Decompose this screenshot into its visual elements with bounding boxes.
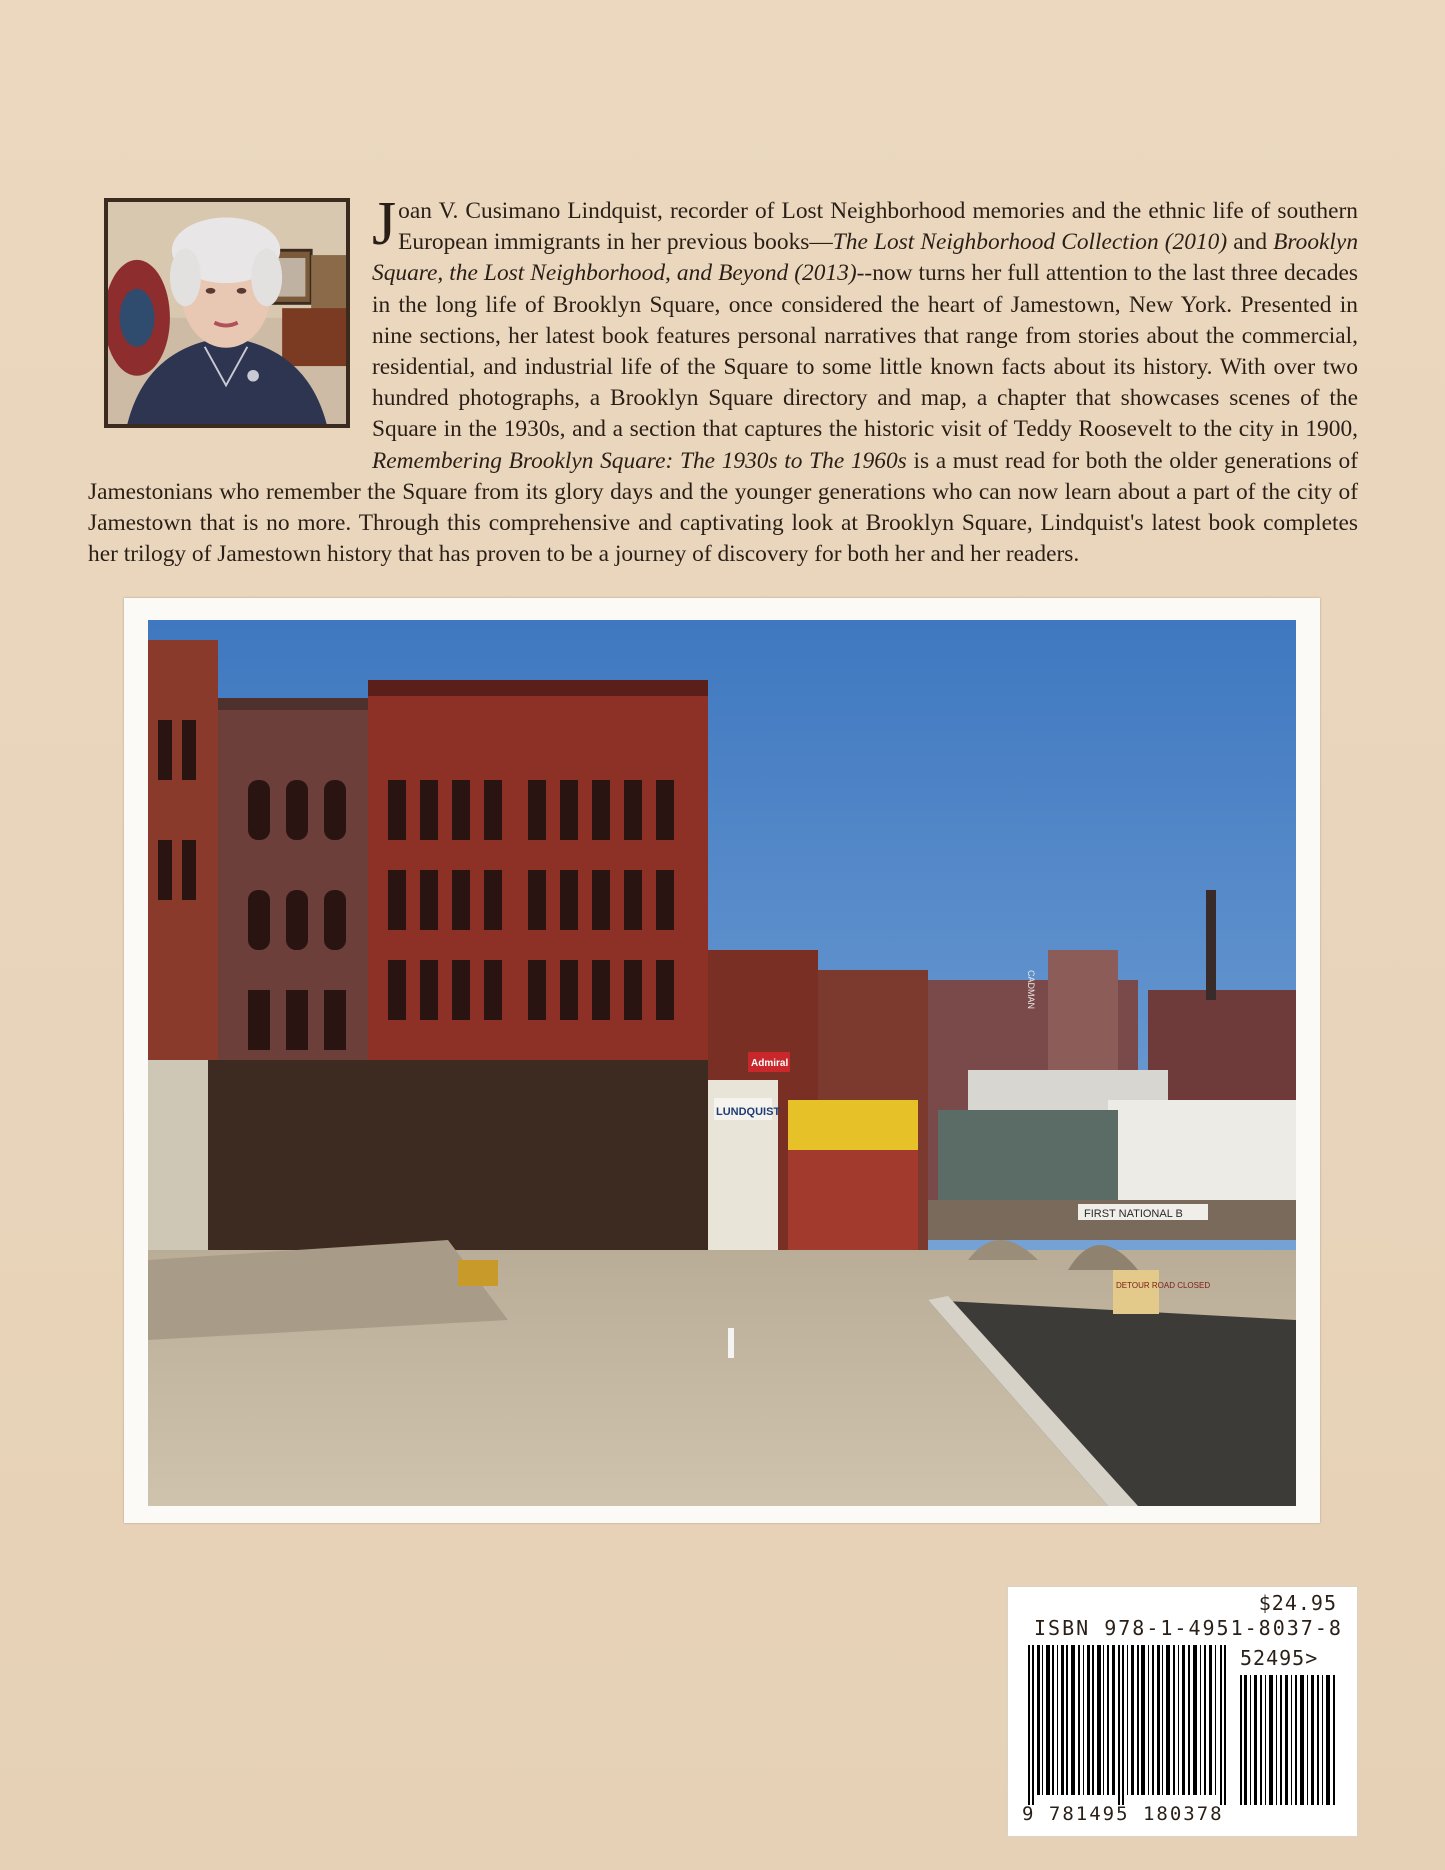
- description-part-2: --now turns her full attention to the last three decades in the long life of Brooklyn Square, once considered the heart of Jamestown, New York. Presented in nine sections, her latest book features personal narratives that range from stories about the commercial, residential, and industrial life of the Square to some little known facts about its history. With over two hundred photographs, a Brooklyn Square directory and map, a chapter that showcases scenes of the Square in the 1930s, and a section that captures the historic visit of Teddy Roosevelt to the city in 1900,: [372, 260, 1358, 443]
- photo-frame: [124, 598, 1320, 1523]
- cadman-sign: CADMAN: [1026, 970, 1036, 1010]
- price-addon-code: 52495>: [1240, 1646, 1319, 1670]
- isbn-number: ISBN 978-1-4951-8037-8: [1034, 1616, 1343, 1640]
- lundquist-sign: LUNDQUIST: [716, 1106, 781, 1118]
- book-title-1: The Lost Neighborhood Collection (2010): [832, 229, 1228, 256]
- description-and: and: [1227, 229, 1274, 256]
- description-part-3: is a must read for both the older generations of Jamestonians who remember the Square from its glory days and the younger generations who can now learn about a part of the city of Jamestown that is no more. Through this comprehensive and captivating look at Brooklyn Square, Lindquist's latest book completes her trilogy of Jamestown history that has proven to be a journey of discovery for both her and her readers.: [88, 447, 1359, 568]
- detour-sign: DETOUR ROAD CLOSED: [1116, 1281, 1211, 1290]
- brooklyn-square-photo: [148, 620, 1296, 1506]
- book-title-2: Brooklyn Square, the Lost Neighborhood, and Beyond (2013): [372, 229, 1359, 287]
- addon-bars: [1240, 1675, 1340, 1805]
- isbn-barcode: [1007, 1586, 1358, 1837]
- drop-cap: J: [372, 190, 397, 258]
- price: $24.95: [1258, 1591, 1337, 1615]
- photo-spacer: [88, 196, 372, 446]
- description-part-1: oan V. Cusimano Lindquist, recorder of Lost Neighborhood memories and the ethnic life of southern European immigrants in her previous books—: [398, 198, 1358, 256]
- admiral-sign: Admiral: [751, 1058, 789, 1069]
- book-title-3: Remembering Brooklyn Square: The 1930s to The 1960s: [372, 447, 907, 474]
- ean13-bars: [1028, 1645, 1228, 1805]
- first-national-sign: FIRST NATIONAL B: [1084, 1208, 1183, 1220]
- barcode-digits: 9 781495 180378: [1022, 1803, 1224, 1825]
- book-description: [88, 190, 1359, 570]
